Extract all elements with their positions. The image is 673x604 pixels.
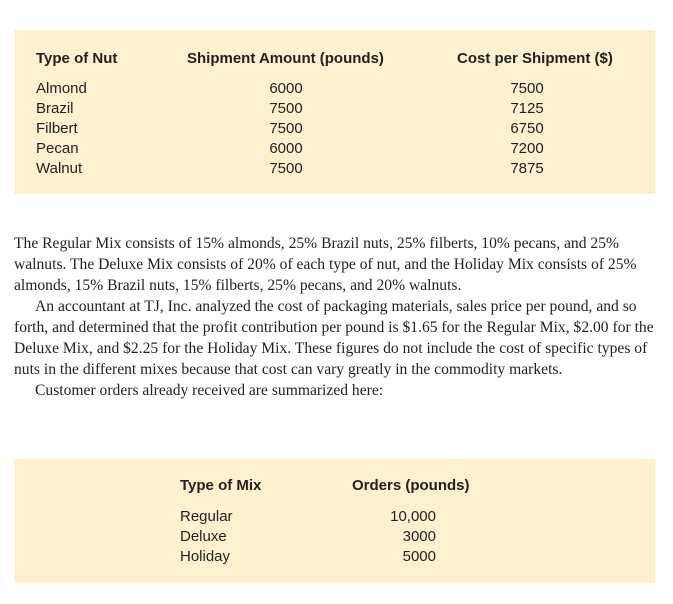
header-cost-per-shipment: Cost per Shipment ($) xyxy=(457,50,613,67)
nut-type-cell: Brazil xyxy=(36,100,74,117)
mix-type-cell: Deluxe xyxy=(180,528,227,545)
shipment-amount-cell: 7500 xyxy=(269,160,303,177)
cost-cell: 7200 xyxy=(510,140,544,157)
nut-shipment-table xyxy=(14,30,655,194)
paragraph-mix-composition: The Regular Mix consists of 15% almonds, 25% Brazil nuts, 25% filberts, 10% pecans, and 25% walnuts. The Deluxe Mix consists of 20% of each type of nut, and the Holiday Mix consists of 25% almonds, 15% Brazil nuts, 15% filberts, 25% pecans, and 20% walnuts. xyxy=(14,235,637,294)
cost-cell: 7875 xyxy=(510,160,544,177)
body-text xyxy=(14,233,656,401)
header-type-of-mix: Type of Mix xyxy=(180,477,262,494)
paragraph-orders-intro: Customer orders already received are summarized here: xyxy=(35,382,384,399)
shipment-amount-cell: 7500 xyxy=(269,100,303,117)
nut-type-cell: Filbert xyxy=(36,120,78,137)
orders-cell: 10,000 xyxy=(390,508,436,525)
nut-type-cell: Pecan xyxy=(36,140,79,157)
nut-type-cell: Walnut xyxy=(36,160,83,177)
header-type-of-nut: Type of Nut xyxy=(36,50,118,67)
shipment-amount-cell: 7500 xyxy=(269,120,303,137)
cost-column xyxy=(507,79,547,179)
orders-cell: 3000 xyxy=(402,528,436,545)
orders-column xyxy=(386,507,436,567)
nut-type-cell: Almond xyxy=(36,80,87,97)
paragraph-profit-contribution: An accountant at TJ, Inc. analyzed the cost of packaging materials, sales price per pound, and so forth, and determined that the profit contribution per pound is $1.65 for the Regular Mix, $2.00 for the Deluxe Mix, and $2.25 for the Holiday Mix. These figures do not include the cost of specific types of nuts in the different mixes because that cost can vary greatly in the commodity markets. xyxy=(14,298,654,378)
orders-cell: 5000 xyxy=(402,548,436,565)
shipment-amount-column xyxy=(266,79,306,179)
mix-type-cell: Regular xyxy=(180,508,233,525)
cost-cell: 6750 xyxy=(510,120,544,137)
header-orders-pounds: Orders (pounds) xyxy=(352,477,470,494)
cost-cell: 7125 xyxy=(510,100,544,117)
shipment-amount-cell: 6000 xyxy=(269,80,303,97)
mix-type-cell: Holiday xyxy=(180,548,231,565)
nut-type-column xyxy=(36,79,87,179)
mix-type-column xyxy=(180,507,233,567)
cost-cell: 7500 xyxy=(510,80,544,97)
header-shipment-amount: Shipment Amount (pounds) xyxy=(187,50,384,67)
shipment-amount-cell: 6000 xyxy=(269,140,303,157)
orders-table xyxy=(14,459,655,583)
